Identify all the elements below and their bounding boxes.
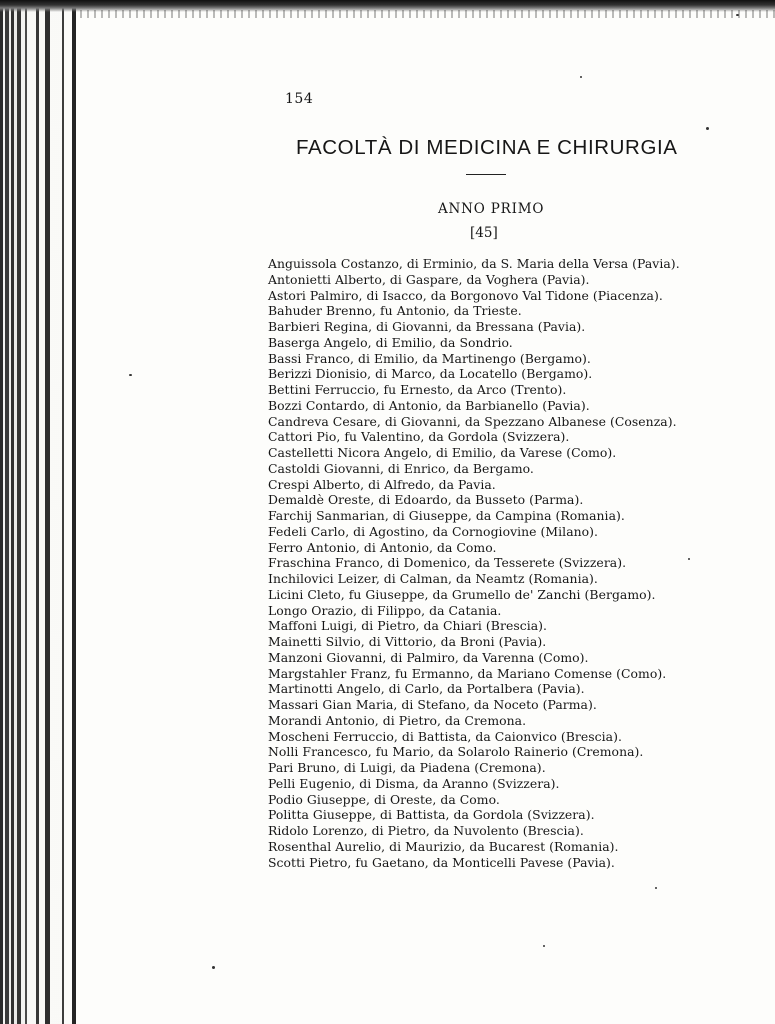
page-number: 154 — [285, 91, 314, 107]
page-title: FACOLTÀ DI MEDICINA E CHIRURGIA — [296, 136, 678, 159]
book-binding-edge — [0, 0, 80, 1024]
student-entry: Mainetti Silvio, di Vittorio, da Broni (Pavia). — [268, 634, 547, 649]
student-entry: Cattori Pio, fu Valentino, da Gordola (Svizzera). — [268, 429, 570, 445]
student-entry: Farchij Sanmarian, di Giuseppe, da Campina (Romania). — [268, 508, 625, 523]
student-entry: Longo Orazio, di Filippo, da Catania. — [268, 602, 502, 618]
student-entry: Castoldi Giovanni, di Enrico, da Bergamo. — [268, 460, 534, 476]
student-entry: Bettini Ferruccio, fu Ernesto, da Arco (Trento). — [268, 382, 567, 397]
student-entry: Rosenthal Aurelio, di Maurizio, da Bucarest (Romania). — [268, 838, 619, 854]
student-entry: Nolli Francesco, fu Mario, da Solarolo Rainerio (Cremona). — [268, 744, 644, 760]
student-entry: Licini Cleto, fu Giuseppe, da Grumello de' Zanchi (Bergamo). — [268, 586, 656, 602]
scan-speck — [706, 127, 709, 130]
student-entry: Barbieri Regina, di Giovanni, da Bressana (Pavia). — [268, 319, 586, 334]
scan-speck — [655, 887, 657, 889]
scan-speck — [212, 966, 215, 969]
student-entry: Podio Giuseppe, di Oreste, da Como. — [268, 791, 500, 807]
student-entry: Morandi Antonio, di Pietro, da Cremona. — [268, 712, 527, 728]
student-entry: Fedeli Carlo, di Agostino, da Cornogiovine (Milano). — [268, 523, 599, 539]
student-entry: Baserga Angelo, di Emilio, da Sondrio. — [268, 334, 513, 350]
title-divider — [466, 174, 506, 175]
scan-speck — [129, 374, 132, 376]
student-entry: Ridolo Lorenzo, di Pietro, da Nuvolento (Brescia). — [268, 823, 584, 838]
student-entry: Bozzi Contardo, di Antonio, da Barbianello (Pavia). — [268, 397, 590, 413]
section-heading: ANNO PRIMO — [438, 201, 545, 217]
student-entry: Politta Giuseppe, di Battista, da Gordola (Svizzera). — [268, 807, 595, 823]
student-entry: Margstahler Franz, fu Ermanno, da Mariano Comense (Como). — [268, 665, 667, 681]
student-entry: Anguissola Costanzo, di Erminio, da S. Maria della Versa (Pavia). — [268, 256, 680, 271]
scan-speck — [543, 945, 545, 947]
student-entry: Berizzi Dionisio, di Marco, da Locatello (Bergamo). — [268, 366, 593, 382]
student-entry: Fraschina Franco, di Domenico, da Tesserete (Svizzera). — [268, 555, 627, 571]
scan-top-noise — [80, 10, 775, 18]
scan-speck — [736, 14, 739, 16]
student-entry: Antonietti Alberto, di Gaspare, da Voghera (Pavia). — [268, 271, 590, 287]
student-entry: Demaldè Oreste, di Edoardo, da Busseto (Parma). — [268, 492, 584, 508]
student-entry: Bassi Franco, di Emilio, da Martinengo (Bergamo). — [268, 350, 591, 366]
student-list — [268, 256, 738, 870]
scan-speck — [580, 76, 582, 78]
scan-speck — [688, 558, 690, 560]
student-entry: Astori Palmiro, di Isacco, da Borgonovo Val Tidone (Piacenza). — [268, 287, 663, 303]
student-entry: Maffoni Luigi, di Pietro, da Chiari (Brescia). — [268, 618, 548, 634]
student-entry: Castelletti Nicora Angelo, di Emilio, da Varese (Como). — [268, 445, 617, 460]
student-count: [45] — [470, 225, 498, 241]
student-entry: Scotti Pietro, fu Gaetano, da Monticelli Pavese (Pavia). — [268, 854, 615, 870]
student-entry: Crespi Alberto, di Alfredo, da Pavia. — [268, 476, 496, 492]
student-entry: Moscheni Ferruccio, di Battista, da Caionvico (Brescia). — [268, 728, 622, 744]
student-entry: Candreva Cesare, di Giovanni, da Spezzano Albanese (Cosenza). — [268, 413, 677, 429]
student-entry: Pari Bruno, di Luigi, da Piadena (Cremona). — [268, 760, 546, 775]
student-entry: Manzoni Giovanni, di Palmiro, da Varenna (Como). — [268, 649, 589, 665]
student-entry: Massari Gian Maria, di Stefano, da Noceto (Parma). — [268, 697, 597, 712]
student-entry: Pelli Eugenio, di Disma, da Aranno (Svizzera). — [268, 775, 560, 791]
student-entry: Ferro Antonio, di Antonio, da Como. — [268, 539, 497, 555]
student-entry: Martinotti Angelo, di Carlo, da Portalbera (Pavia). — [268, 681, 585, 697]
student-entry: Bahuder Brenno, fu Antonio, da Trieste. — [268, 303, 522, 319]
student-entry: Inchilovici Leizer, di Calman, da Neamtz (Romania). — [268, 571, 598, 586]
